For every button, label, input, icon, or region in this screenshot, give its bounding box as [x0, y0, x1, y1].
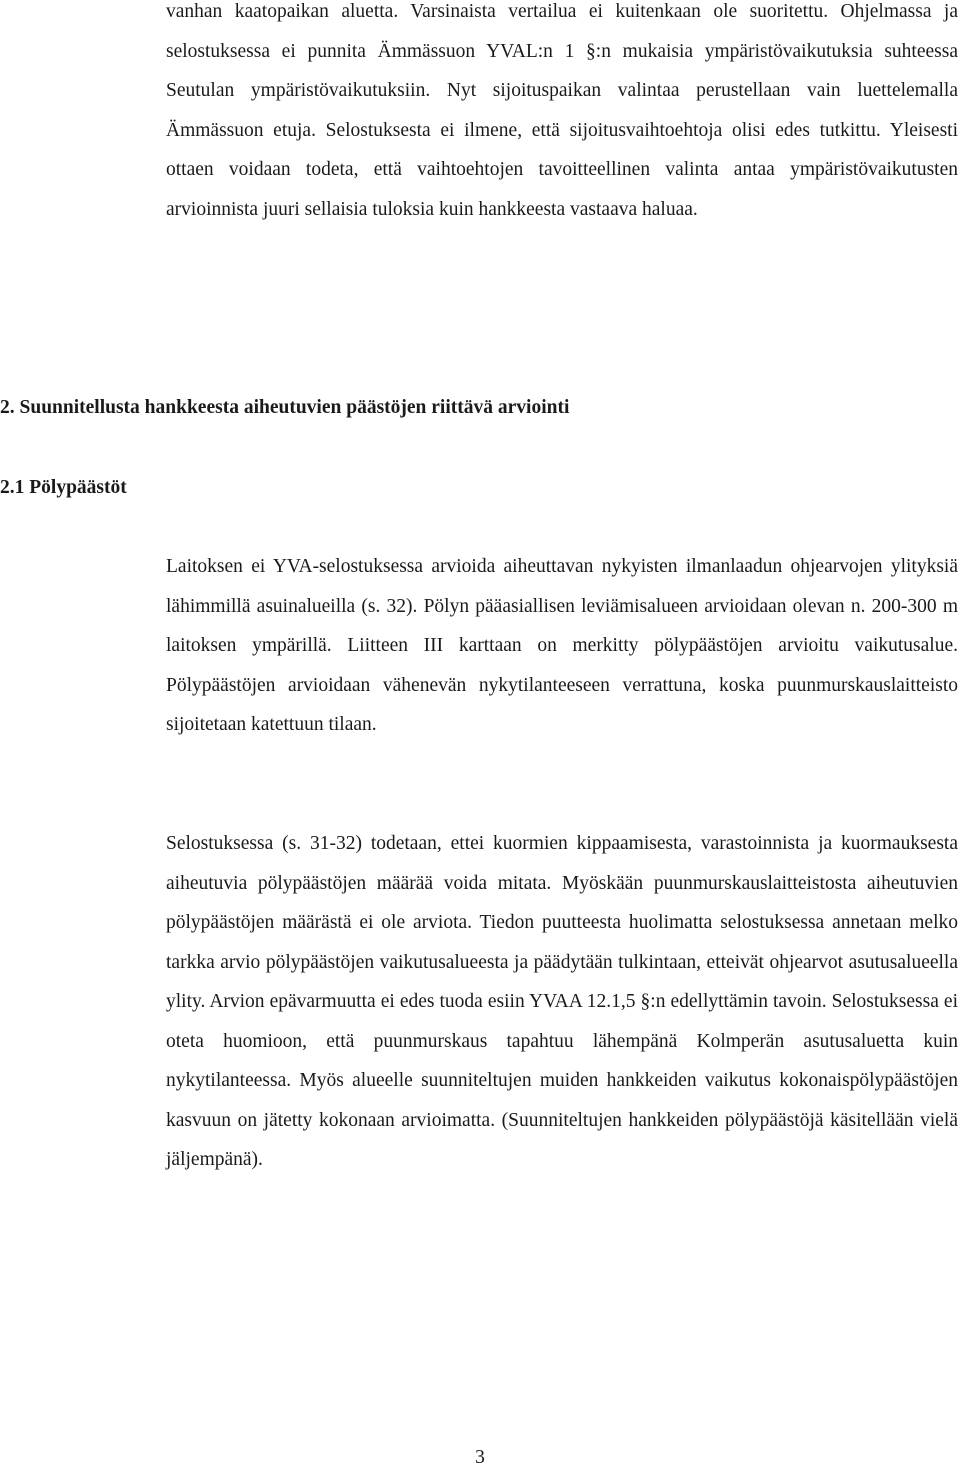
- subsection-heading: 2.1 Pölypäästöt: [0, 477, 127, 498]
- dust-emissions-paragraph-2: Selostuksessa (s. 31-32) todetaan, ettei kuormien kippaamisesta, varastoinnista ja kuormauksesta aiheutuvia pölypäästöjen määrää voida mitata. Myöskään puunmurskauslaitteistosta aiheutuvien pölypäästöjen määrästä ei ole arviota. Tiedon puutteesta huolimatta selostuksessa annetaan melko tarkka arvio pölypäästöjen vaikutusalueesta ja päädytään tulkintaan, etteivät ohjearvot asutusalueella ylity. Arvion epävarmuutta ei edes tuoda esiin YVAA 12.1,5 §:n edellyttämin tavoin. Selostuksessa ei oteta huomioon, että puunmurskaus tapahtuu lähempänä Kolmperän asutusaluetta kuin nykytilanteessa. Myös alueelle suunniteltujen muiden hankkeiden vaikutus kokonaispölypäästöjen kasvuun on jätetty kokonaan arvioimatta. (Suunniteltujen hankkeiden pölypäästöjä käsitellään vielä jäljempänä).: [166, 833, 958, 1170]
- dust-emissions-paragraph-1: Laitoksen ei YVA-selostuksessa arvioida aiheuttavan nykyisten ilmanlaadun ohjearvojen ylityksiä lähimmillä asuinalueilla (s. 32). Pölyn pääasiallisen leviämisalueen arvioidaan olevan n. 200-300 m laitoksen ympärillä. Liitteen III karttaan on merkitty pölypäästöjen arvioitu vaikutusalue. Pölypäästöjen arvioidaan vähenevän nykytilanteeseen verrattuna, koska puunmurskauslaitteisto sijoitetaan katettuun tilaan.: [166, 556, 958, 735]
- page-number: 3: [475, 1447, 485, 1468]
- section-heading: 2. Suunnitellusta hankkeesta aiheutuvien päästöjen riittävä arviointi: [0, 397, 570, 418]
- intro-paragraph: vanhan kaatopaikan aluetta. Varsinaista vertailua ei kuitenkaan ole suoritettu. Ohjelmassa ja selostuksessa ei punnita Ämmässuon YVAL:n 1 §:n mukaisia ympäristövaikutuksia suhteessa Seutulan ympäristövaikutuksiin. Nyt sijoituspaikan valintaa perustellaan vain luettelemalla Ämmässuon etuja. Selostuksesta ei ilmene, että sijoitusvaihtoehtoja olisi edes tutkittu. Yleisesti ottaen voidaan todeta, että vaihtoehtojen tavoitteellinen valinta antaa ympäristövaikutusten arvioinnista juuri sellaisia tuloksia kuin hankkeesta vastaava haluaa.: [166, 1, 958, 220]
